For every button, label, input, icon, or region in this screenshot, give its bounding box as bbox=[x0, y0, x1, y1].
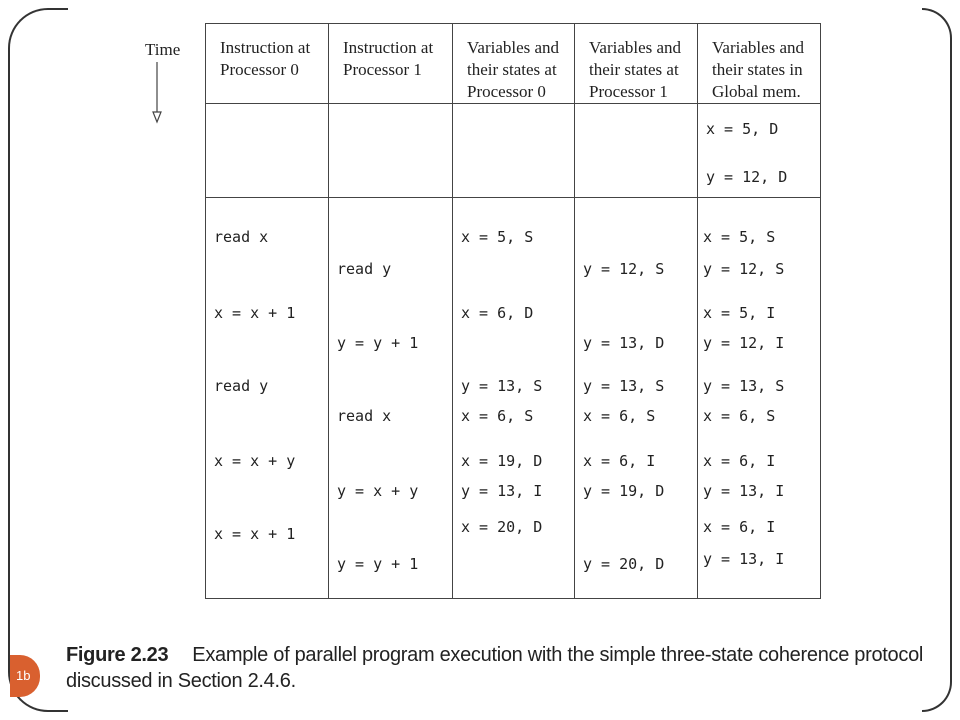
header-p1-variables: Variables and their states at Processor 1 bbox=[575, 24, 698, 104]
p1-variable-state: x = 6, S bbox=[583, 407, 656, 425]
figure-caption bbox=[66, 642, 926, 694]
p0-instruction: x = x + y bbox=[214, 452, 296, 470]
figure-number: Figure 2.23 bbox=[66, 644, 169, 666]
p1-instruction: read x bbox=[337, 407, 392, 425]
initial-p1-instruction bbox=[329, 104, 453, 198]
header-p1-instruction: Instruction at Processor 1 bbox=[329, 24, 453, 104]
coherence-table bbox=[205, 23, 821, 599]
initial-p1-variables bbox=[575, 104, 698, 198]
time-label: Time bbox=[145, 40, 181, 59]
initial-global-variables bbox=[698, 104, 821, 198]
p0-variable-state: x = 5, S bbox=[461, 228, 534, 246]
initial-p0-variables bbox=[453, 104, 575, 198]
global-variable-state: y = 13, I bbox=[703, 550, 785, 568]
global-variable-state: y = 13, S bbox=[703, 377, 785, 395]
p0-instruction: read y bbox=[214, 377, 269, 395]
global-variables-column bbox=[698, 198, 821, 599]
global-variable-state: x = 6, I bbox=[703, 518, 776, 536]
p0-variable-state: x = 6, D bbox=[461, 304, 534, 322]
initial-row bbox=[206, 104, 821, 198]
p1-variable-state: y = 12, S bbox=[583, 260, 665, 278]
global-initial-entry: x = 5, D bbox=[706, 120, 779, 138]
p1-variable-state: x = 6, I bbox=[583, 452, 656, 470]
global-variable-state: y = 13, I bbox=[703, 482, 785, 500]
time-arrow-icon bbox=[150, 62, 164, 124]
global-variable-state: y = 12, I bbox=[703, 334, 785, 352]
p0-variable-state: y = 13, S bbox=[461, 377, 543, 395]
header-global-variables: Variables and their states in Global mem. bbox=[698, 24, 821, 104]
header-p0-variables: Variables and their states at Processor 0 bbox=[453, 24, 575, 104]
p0-variable-state: x = 20, D bbox=[461, 518, 543, 536]
global-variable-state: x = 5, I bbox=[703, 304, 776, 322]
p1-variable-state: y = 20, D bbox=[583, 555, 665, 573]
execution-row bbox=[206, 198, 821, 599]
caption-text: Example of parallel program execution with the simple three-state coherence protocol discussed in Section 2.4.6. bbox=[66, 644, 924, 692]
p0-instruction: read x bbox=[214, 228, 269, 246]
page-number-badge: 1b bbox=[10, 655, 40, 697]
header-p0-instruction: Instruction at Processor 0 bbox=[206, 24, 329, 104]
p0-instruction: x = x + 1 bbox=[214, 525, 296, 543]
p0-variables-column bbox=[453, 198, 575, 599]
p0-variable-state: y = 13, I bbox=[461, 482, 543, 500]
global-variable-state: x = 5, S bbox=[703, 228, 776, 246]
p1-instruction: y = x + y bbox=[337, 482, 419, 500]
slide-frame-left bbox=[8, 8, 68, 712]
global-variable-state: y = 12, S bbox=[703, 260, 785, 278]
header-row bbox=[206, 24, 821, 104]
global-variable-state: x = 6, I bbox=[703, 452, 776, 470]
p0-instruction: x = x + 1 bbox=[214, 304, 296, 322]
p1-variable-state: y = 13, S bbox=[583, 377, 665, 395]
p1-instruction: read y bbox=[337, 260, 392, 278]
p1-variable-state: y = 19, D bbox=[583, 482, 665, 500]
p0-variable-state: x = 19, D bbox=[461, 452, 543, 470]
p1-instruction-column bbox=[329, 198, 453, 599]
global-initial-entry: y = 12, D bbox=[706, 168, 788, 186]
p1-instruction: y = y + 1 bbox=[337, 555, 419, 573]
p0-instruction-column bbox=[206, 198, 329, 599]
p0-variable-state: x = 6, S bbox=[461, 407, 534, 425]
initial-p0-instruction bbox=[206, 104, 329, 198]
global-variable-state: x = 6, S bbox=[703, 407, 776, 425]
p1-variables-column bbox=[575, 198, 698, 599]
p1-instruction: y = y + 1 bbox=[337, 334, 419, 352]
slide-frame-right bbox=[922, 8, 952, 712]
p1-variable-state: y = 13, D bbox=[583, 334, 665, 352]
